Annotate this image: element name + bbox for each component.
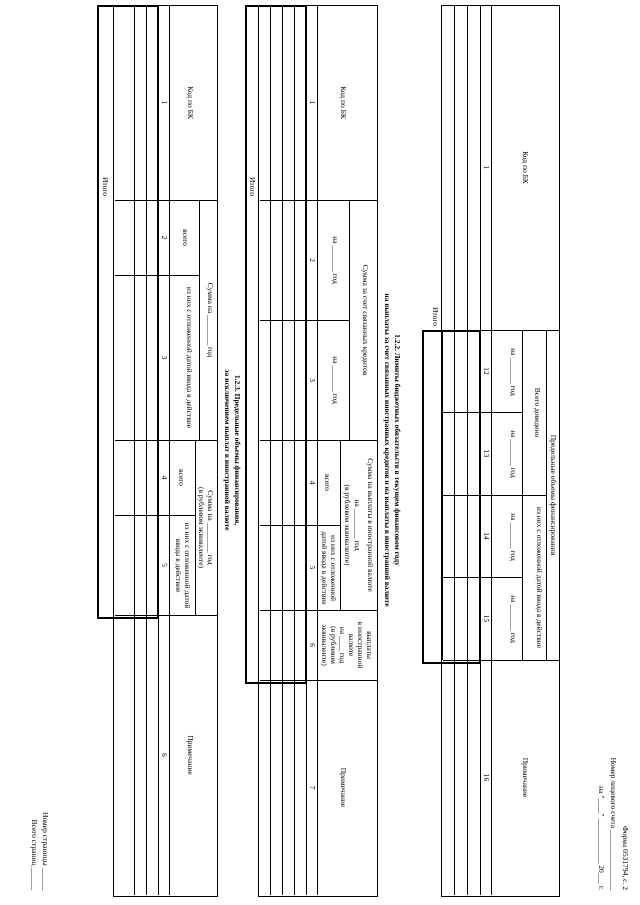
s2-fx-year: на ________ год [353,499,362,551]
s1-deferred-label: из них с отложенной датой ввода в действие [535,506,544,649]
s1-num-12: 12 [482,367,491,375]
s3-title-1: 1.2.3. Предельные объемы финансирования, [233,374,242,526]
s2-fxpay-5: (в рублевом [329,626,338,664]
s2-all-label: всего [323,474,332,491]
s2-totals-box [245,5,307,684]
s2-total-label: Итого [248,177,257,196]
s1-col-code: Код по БК [521,151,530,184]
s3-total-label: Итого [101,177,110,196]
s3-title-2: за исключением выплат в иностранной валюте [223,369,232,531]
s2-col-note: Примечание [339,767,348,808]
s3-all-label-a: всего [181,229,190,246]
s2-fx-rub: (в рублевом эквиваленте) [343,484,352,566]
s3-num-5: 5 [160,563,169,567]
s2-num-6: 6 [308,643,317,647]
s2-fx-group: Сумма на выплаты в иностранной валюте [366,458,375,592]
s1-num-16: 16 [482,773,491,782]
s3-all-label-b: всего [177,469,186,486]
s2-title-1: 1.2.2. Лимиты бюджетных обязательств в текущем финансовом году [393,334,402,566]
s1-year-13: на _______ год [509,430,518,478]
s2-num-2: 2 [308,258,317,262]
s2-num-5: 5 [308,565,317,570]
s2-col-code: Код по БК [339,86,348,119]
s3-totals-box [97,5,159,619]
s1-total-label: Итого [431,307,440,326]
s2-fxpay-4: на ____ год [338,626,347,664]
s2-num-1: 1 [308,100,317,105]
s1-num-1: 1 [482,165,491,170]
s1-year-14: на _______ год [509,513,518,561]
s3-group2-year: Сумма на ________ год [206,490,215,565]
s2-fxpay-2: в иностранной [356,621,365,669]
s2-num-3: 3 [308,378,317,382]
s2-fxpay-3: валюте [347,633,356,657]
s2-credits-year-b: на _______ год [331,356,340,404]
s1-totals-box [422,330,481,664]
s1-year-15: на _______ год [509,595,518,643]
s2-credits-year-a: на _______ год [331,236,340,284]
s3-deferred-label-a: из них с отложенной датой ввода в действие [185,286,194,429]
s3-group1-year: Сумма на ________ год [206,282,215,358]
report-date: на "____" ____________ 20___ г. [597,786,606,890]
s1-num-13: 13 [482,449,491,458]
account-number-label: Номер лицевого счета ________________ [609,757,618,890]
s1-num-14: 14 [482,532,491,540]
s3-num-4: 4 [160,475,169,480]
s2-num-4: 4 [308,480,317,485]
s2-deferred-label: из них с отложенной датой ввода в действие [320,531,338,605]
s2-fxpay-6: эквиваленте) [320,624,329,666]
footer-page-number: Номер страницы ______ [41,812,50,890]
footer-total-pages: Всего страниц ______ [30,819,39,890]
s2-num-7: 7 [308,785,317,790]
s3-col-code: Код по БК [186,86,195,119]
s1-num-15: 15 [482,614,491,623]
s3-num-1: 1 [160,100,169,105]
s2-credits-group: Сумма за счет связанных кредитов [361,264,370,376]
s1-all-label: Всего доведено [533,387,542,438]
s3-num-2: 2 [160,235,169,240]
s1-col-note: Примечание [521,757,530,798]
s3-deferred-label-b: из них с отложенной датой ввода в действие [174,522,192,609]
form-code: Форма 0531794, с. 2 [621,825,630,890]
s2-fxpay-1: выплаты [365,631,374,659]
s3-group2-rub: (в рублевом эквиваленте) [197,486,206,569]
s1-group-title: Предельные объемы финансирования [549,434,558,556]
s3-num-3: 3 [160,355,169,360]
s1-year-12: на _______ год [509,348,518,396]
s3-num-6: 6 [160,753,169,757]
s3-col-note: Примечание [186,735,195,775]
s2-title-2: на выплаты за счет связанных иностранных кредитов и на выплаты в иностранной валюте [383,293,392,607]
